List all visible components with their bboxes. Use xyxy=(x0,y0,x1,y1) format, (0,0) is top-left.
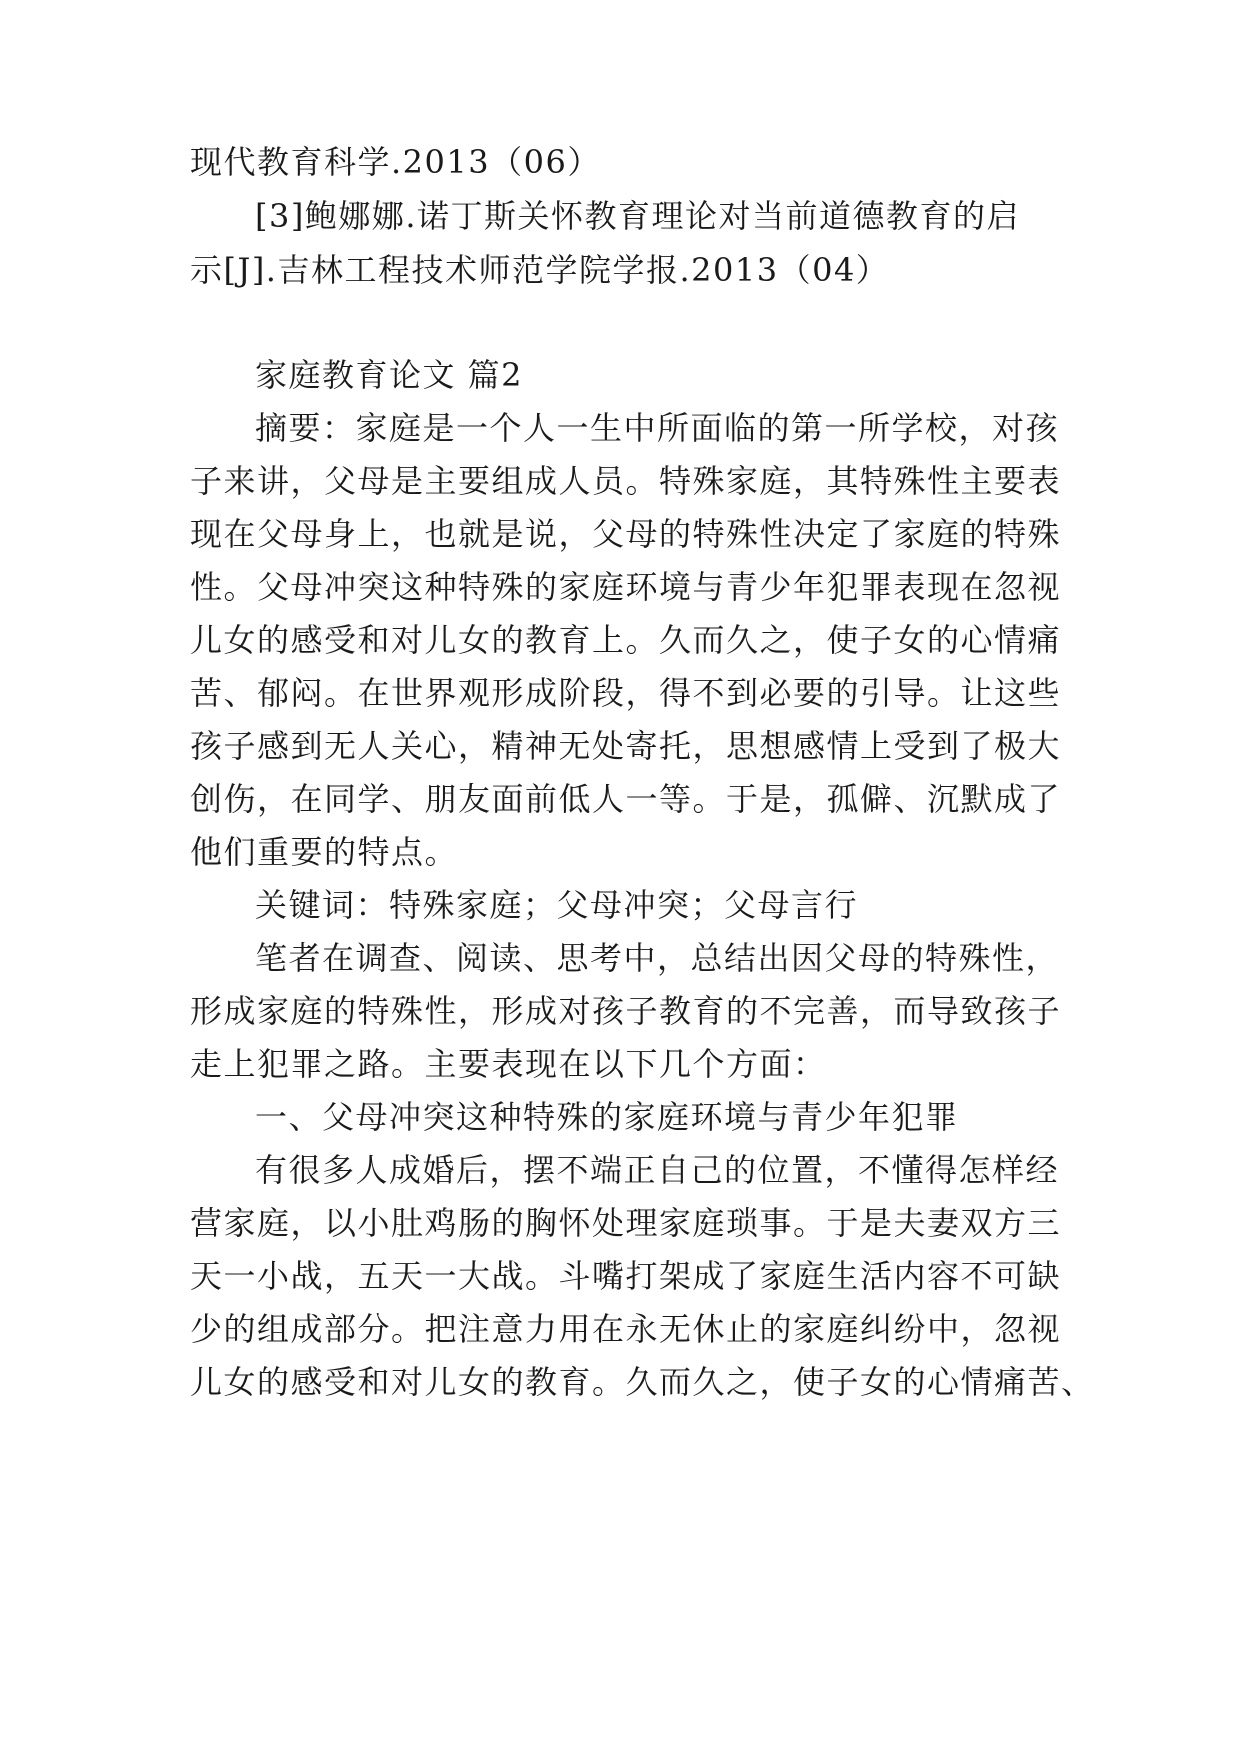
abstract-line: 他们重要的特点。 xyxy=(190,833,459,871)
body-paragraph-line: 儿女的感受和对儿女的教育。久而久之，使子女的心情痛苦、 xyxy=(190,1363,1095,1401)
keywords-line: 关键词：特殊家庭；父母冲突；父母言行 xyxy=(255,886,859,924)
reference-line-continuation: 现代教育科学.2013（06） xyxy=(190,143,601,181)
abstract-line: 性。父母冲突这种特殊的家庭环境与青少年犯罪表现在忽视 xyxy=(190,568,1062,606)
abstract-line: 摘要：家庭是一个人一生中所面临的第一所学校，对孩 xyxy=(255,409,1060,447)
body-paragraph-line: 少的组成部分。把注意力用在永无休止的家庭纠纷中，忽视 xyxy=(190,1310,1062,1348)
body-paragraph-line: 形成家庭的特殊性，形成对孩子教育的不完善，而导致孩子 xyxy=(190,992,1062,1030)
abstract-line: 现在父母身上，也就是说，父母的特殊性决定了家庭的特殊 xyxy=(190,515,1062,553)
abstract-line: 孩子感到无人关心，精神无处寄托，思想感情上受到了极大 xyxy=(190,727,1062,765)
body-paragraph-line: 有很多人成婚后，摆不端正自己的位置，不懂得怎样经 xyxy=(255,1151,1060,1189)
abstract-line: 创伤，在同学、朋友面前低人一等。于是，孤僻、沉默成了 xyxy=(190,780,1062,818)
abstract-line: 儿女的感受和对儿女的教育上。久而久之，使子女的心情痛 xyxy=(190,621,1062,659)
abstract-line: 苦、郁闷。在世界观形成阶段，得不到必要的引导。让这些 xyxy=(190,674,1062,712)
body-paragraph-line: 走上犯罪之路。主要表现在以下几个方面： xyxy=(190,1045,827,1083)
reference-3-line: [3]鲍娜娜.诺丁斯关怀教育理论对当前道德教育的启 xyxy=(255,197,1021,235)
reference-3-line-continuation: 示[J].吉林工程技术师范学院学报.2013（04） xyxy=(190,251,890,289)
section-heading: 家庭教育论文 篇2 xyxy=(255,356,524,394)
abstract-line: 子来讲，父母是主要组成人员。特殊家庭，其特殊性主要表 xyxy=(190,462,1062,500)
body-paragraph-line: 天一小战，五天一大战。斗嘴打架成了家庭生活内容不可缺 xyxy=(190,1257,1062,1295)
body-paragraph-line: 笔者在调查、阅读、思考中，总结出因父母的特殊性， xyxy=(255,939,1060,977)
subsection-heading: 一、父母冲突这种特殊的家庭环境与青少年犯罪 xyxy=(255,1098,959,1136)
body-paragraph-line: 营家庭，以小肚鸡肠的胸怀处理家庭琐事。于是夫妻双方三 xyxy=(190,1204,1062,1242)
